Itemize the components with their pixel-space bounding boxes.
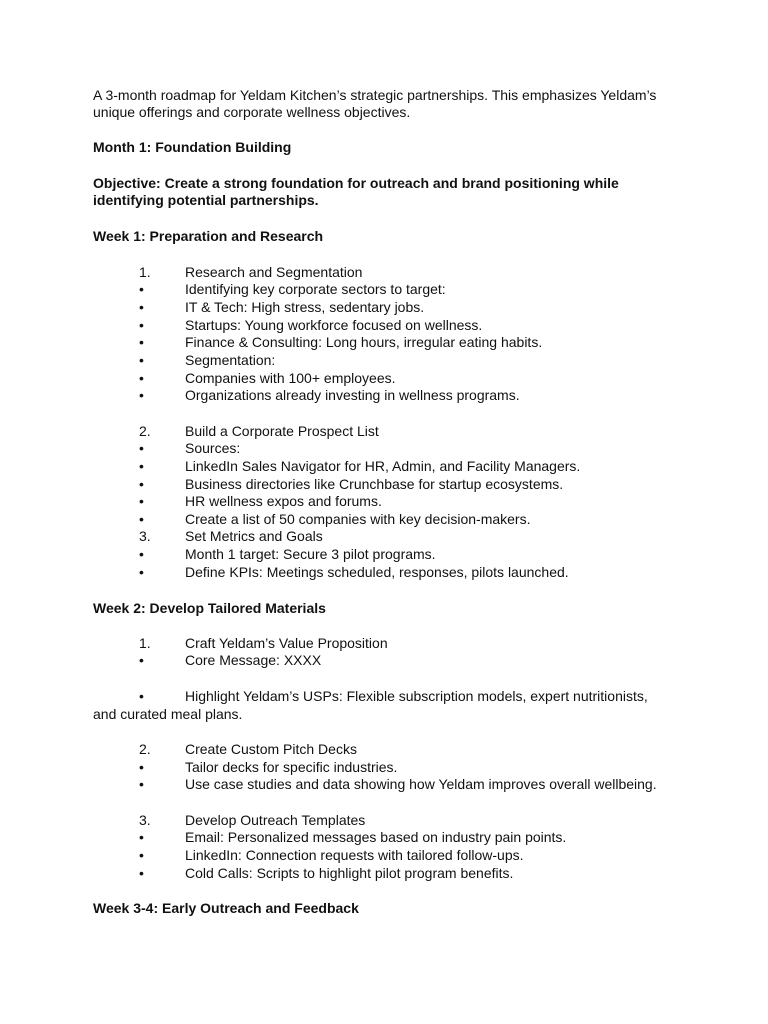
objective-line-2: identifying potential partnerships. [93, 192, 319, 208]
list-item [0, 812, 768, 829]
list-item [0, 458, 768, 475]
list-text: Identifying key corporate sectors to target: [185, 281, 446, 297]
bullet: • [139, 493, 144, 509]
list-item [0, 652, 768, 669]
list-item [0, 440, 768, 457]
list-text-continuation: and curated meal plans. [93, 706, 243, 722]
bullet: • [139, 476, 144, 492]
list-item [0, 564, 768, 581]
bullet: • [139, 317, 144, 333]
week-1-heading: Week 1: Preparation and Research [93, 228, 324, 244]
week-3-4-heading: Week 3-4: Early Outreach and Feedback [93, 900, 359, 916]
bullet: • [139, 759, 144, 775]
list-text: Email: Personalized messages based on industry pain points. [185, 829, 567, 845]
week-2-heading: Week 2: Develop Tailored Materials [93, 600, 326, 616]
list-text: LinkedIn Sales Navigator for HR, Admin, and Facility Managers. [185, 458, 581, 474]
list-text: IT & Tech: High stress, sedentary jobs. [185, 299, 425, 315]
list-marker: 2. [139, 423, 151, 439]
list-text: Highlight Yeldam’s USPs: Flexible subscription models, expert nutritionists, [185, 688, 648, 704]
list-item [0, 865, 768, 882]
list-item [0, 264, 768, 281]
list-item [0, 352, 768, 369]
list-text: Organizations already investing in wellness programs. [185, 387, 520, 403]
list-item [0, 759, 768, 776]
list-item [0, 528, 768, 545]
list-text: Sources: [185, 440, 241, 456]
bullet: • [139, 458, 144, 474]
list-text: Create Custom Pitch Decks [185, 741, 357, 757]
list-text: Startups: Young workforce focused on wellness. [185, 317, 483, 333]
list-text: Cold Calls: Scripts to highlight pilot program benefits. [185, 865, 514, 881]
list-text: Tailor decks for specific industries. [185, 759, 398, 775]
list-text: Define KPIs: Meetings scheduled, responses, pilots launched. [185, 564, 569, 580]
list-marker: 1. [139, 264, 151, 280]
bullet: • [139, 564, 144, 580]
list-item [0, 493, 768, 510]
list-item [0, 334, 768, 351]
list-text: Segmentation: [185, 352, 276, 368]
list-item [0, 688, 768, 705]
list-text: Develop Outreach Templates [185, 812, 366, 828]
list-item [0, 741, 768, 758]
list-item [0, 281, 768, 298]
list-text: Month 1 target: Secure 3 pilot programs. [185, 546, 436, 562]
list-item [0, 546, 768, 563]
list-marker: 3. [139, 528, 151, 544]
bullet: • [139, 387, 144, 403]
bullet: • [139, 829, 144, 845]
list-text: Finance & Consulting: Long hours, irregular eating habits. [185, 334, 543, 350]
bullet: • [139, 352, 144, 368]
bullet: • [139, 847, 144, 863]
list-item [0, 511, 768, 528]
list-text: Craft Yeldam’s Value Proposition [185, 635, 388, 651]
list-marker: 3. [139, 812, 151, 828]
bullet: • [139, 865, 144, 881]
bullet: • [139, 440, 144, 456]
list-text: Research and Segmentation [185, 264, 363, 280]
bullet: • [139, 299, 144, 315]
bullet: • [139, 652, 144, 668]
objective-line-1: Objective: Create a strong foundation for outreach and brand positioning while [93, 175, 619, 191]
bullet: • [139, 281, 144, 297]
list-item [0, 635, 768, 652]
list-text: Business directories like Crunchbase for startup ecosystems. [185, 476, 564, 492]
list-text: Core Message: XXXX [185, 652, 322, 668]
list-item [0, 317, 768, 334]
list-text: Companies with 100+ employees. [185, 370, 396, 386]
list-item [0, 476, 768, 493]
intro-line-1: A 3-month roadmap for Yeldam Kitchen’s strategic partnerships. This emphasizes Yeldam’s [93, 87, 657, 103]
month-1-heading: Month 1: Foundation Building [93, 139, 292, 155]
list-text: LinkedIn: Connection requests with tailored follow-ups. [185, 847, 524, 863]
list-item [0, 847, 768, 864]
bullet: • [139, 688, 144, 704]
list-item [0, 829, 768, 846]
list-item [0, 387, 768, 404]
list-text: Set Metrics and Goals [185, 528, 323, 544]
bullet: • [139, 334, 144, 350]
list-item [0, 370, 768, 387]
list-item [0, 776, 768, 793]
list-marker: 2. [139, 741, 151, 757]
list-marker: 1. [139, 635, 151, 651]
list-text: Build a Corporate Prospect List [185, 423, 379, 439]
bullet: • [139, 370, 144, 386]
list-text: HR wellness expos and forums. [185, 493, 382, 509]
intro-line-2: unique offerings and corporate wellness objectives. [93, 104, 411, 120]
list-text: Use case studies and data showing how Yeldam improves overall wellbeing. [185, 776, 657, 792]
list-item [0, 299, 768, 316]
list-text: Create a list of 50 companies with key decision-makers. [185, 511, 531, 527]
bullet: • [139, 776, 144, 792]
list-item [0, 423, 768, 440]
bullet: • [139, 511, 144, 527]
bullet: • [139, 546, 144, 562]
